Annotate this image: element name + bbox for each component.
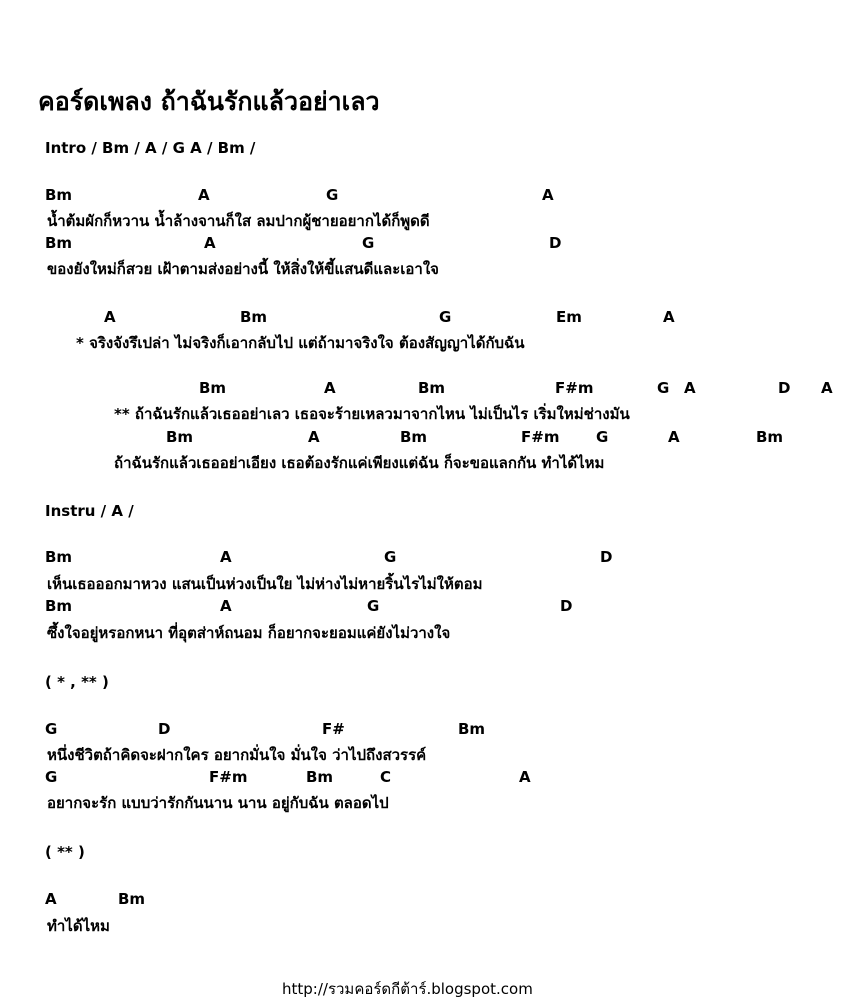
chord: D: [600, 548, 613, 566]
lyric-line: อยากจะรัก แบบว่ารักกันนาน นาน อยู่กับฉัน ตลอดไป: [47, 794, 389, 812]
chord: F#m: [555, 379, 594, 397]
lyric-line: หนึ่งชีวิตถ้าคิดจะฝากใคร อยากมั่นใจ มั่นใจ ว่าไปถึงสวรรค์: [47, 746, 427, 764]
song-title: คอร์ดเพลง ถ้าฉันรักแล้วอย่าเลว: [38, 87, 380, 116]
chord: Bm: [418, 379, 446, 397]
lyric-line: ทำได้ไหม: [47, 917, 110, 935]
chord: F#: [322, 720, 345, 738]
chord: A: [324, 379, 336, 397]
lyric-line: น้ำต้มผักก็หวาน น้ำล้างจานก็ใส ลมปากผู้ชายอยากได้ก็พูดดี: [47, 212, 430, 230]
chord: Bm: [45, 548, 73, 566]
chord: C: [380, 768, 392, 786]
lyric-line: ของยังใหม่ก็สวย เฝ้าตามส่งอย่างนี้ ให้สิ่งให้ขี้แสนดีและเอาใจ: [47, 260, 439, 278]
chord: D: [158, 720, 171, 738]
chord: G: [439, 308, 452, 326]
chord: A: [204, 234, 216, 252]
chord: Em: [556, 308, 582, 326]
chord: A: [104, 308, 116, 326]
chord: Bm: [458, 720, 486, 738]
chord: A: [308, 428, 320, 446]
chord: A: [821, 379, 833, 397]
chord: G: [45, 720, 58, 738]
lyric-line: ถ้าฉันรักแล้วเธออย่าเอียง เธอต้องรักแค่เพียงแต่ฉัน ก็จะขอแลกกัน ทำได้ไหม: [114, 454, 605, 472]
chord: A: [198, 186, 210, 204]
instru-line: Instru / A /: [45, 502, 134, 520]
chord: G: [384, 548, 397, 566]
chord: Bm: [166, 428, 194, 446]
chord: A: [668, 428, 680, 446]
chord: D: [778, 379, 791, 397]
chord: F#m: [521, 428, 560, 446]
footer-url: http://รวมคอร์ดกีต้าร์.blogspot.com: [282, 980, 533, 998]
chord: A: [220, 597, 232, 615]
chord: G: [326, 186, 339, 204]
chord: A: [220, 548, 232, 566]
chord: G: [362, 234, 375, 252]
chord: Bm: [240, 308, 268, 326]
chord: D: [549, 234, 562, 252]
chord: Bm: [400, 428, 428, 446]
chord: A: [542, 186, 554, 204]
chord: G: [596, 428, 609, 446]
chord: A: [663, 308, 675, 326]
lyric-line: ซึ้งใจอยู่หรอกหนา ที่อุตส่าห์ถนอม ก็อยากจะยอมแค่ยังไม่วางใจ: [47, 624, 451, 642]
chord: A: [684, 379, 696, 397]
chord: G: [45, 768, 58, 786]
chord: Bm: [45, 234, 73, 252]
chord: Bm: [756, 428, 784, 446]
chord: Bm: [45, 186, 73, 204]
repeat-marker: ( ** ): [45, 843, 85, 861]
chord: Bm: [45, 597, 73, 615]
lyric-line: ** ถ้าฉันรักแล้วเธออย่าเลว เธอจะร้ายเหลวมาจากไหน ไม่เป็นไร เริ่มใหม่ช่างมัน: [114, 405, 630, 423]
intro-line: Intro / Bm / A / G A / Bm /: [45, 139, 256, 157]
chord: G: [367, 597, 380, 615]
chord: A: [45, 890, 57, 908]
lyric-line: เห็นเธอออกมาหวง แสนเป็นห่วงเป็นใย ไม่ห่างไม่หายริ้นไรไม่ให้ตอม: [47, 575, 483, 593]
repeat-marker: ( * , ** ): [45, 673, 109, 691]
chord: D: [560, 597, 573, 615]
chord: Bm: [199, 379, 227, 397]
chord: F#m: [209, 768, 248, 786]
chord: A: [519, 768, 531, 786]
lyric-line: * จริงจังรึเปล่า ไม่จริงก็เอากลับไป แต่ถ้ามาจริงใจ ต้องสัญญาได้กับฉัน: [76, 334, 525, 352]
chord: Bm: [118, 890, 146, 908]
chord: G: [657, 379, 670, 397]
chord: Bm: [306, 768, 334, 786]
